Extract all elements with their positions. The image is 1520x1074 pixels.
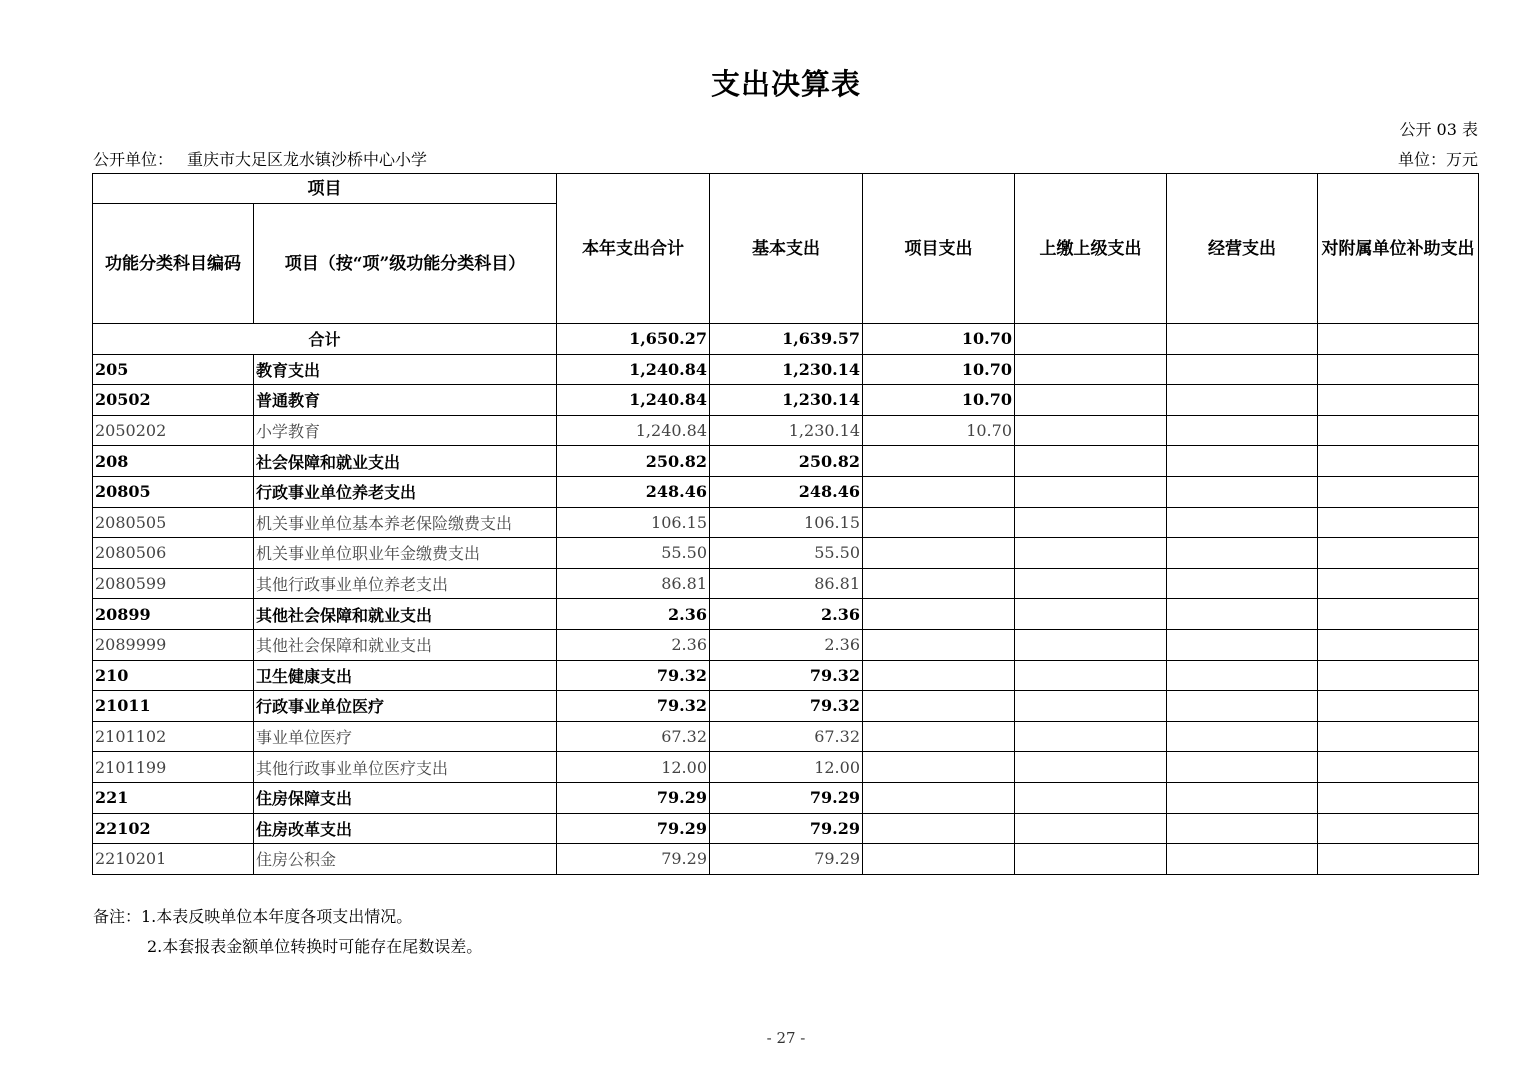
unit-name: 重庆市大足区龙水镇沙桥中心小学 (187, 150, 428, 169)
total-basic: 1,639.57 (710, 324, 863, 355)
total-subsidy (1318, 324, 1479, 355)
row-business (1167, 568, 1318, 599)
row-subsidy (1318, 691, 1479, 722)
table-row (93, 782, 1479, 813)
row-total: 12.00 (557, 752, 710, 783)
row-project-expenditure: 10.70 (863, 385, 1015, 416)
row-code: 2080599 (93, 568, 254, 599)
table-row (93, 844, 1479, 875)
row-subsidy (1318, 354, 1479, 385)
row-name: 卫生健康支出 (254, 660, 557, 691)
total-total: 1,650.27 (557, 324, 710, 355)
row-total: 79.29 (557, 813, 710, 844)
row-basic: 106.15 (710, 507, 863, 538)
row-business (1167, 385, 1318, 416)
row-project-expenditure (863, 660, 1015, 691)
header-business: 经营支出 (1167, 174, 1318, 324)
row-total: 79.32 (557, 691, 710, 722)
row-code: 2080506 (93, 538, 254, 569)
table-row (93, 568, 1479, 599)
row-upper (1015, 813, 1167, 844)
row-subsidy (1318, 721, 1479, 752)
row-subsidy (1318, 476, 1479, 507)
currency-unit: 单位：万元 (1397, 150, 1478, 169)
row-project-expenditure: 10.70 (863, 354, 1015, 385)
row-project-expenditure (863, 476, 1015, 507)
table-row (93, 721, 1479, 752)
row-code: 20899 (93, 599, 254, 630)
row-code: 221 (93, 782, 254, 813)
table-row (93, 385, 1479, 416)
row-basic: 2.36 (710, 599, 863, 630)
row-project-expenditure (863, 721, 1015, 752)
row-code: 2101102 (93, 721, 254, 752)
page-title: 支出决算表 (710, 67, 861, 101)
table-row (93, 354, 1479, 385)
row-name: 住房公积金 (254, 844, 557, 875)
row-upper (1015, 752, 1167, 783)
row-name: 事业单位医疗 (254, 721, 557, 752)
row-total: 1,240.84 (557, 415, 710, 446)
row-total: 248.46 (557, 476, 710, 507)
row-subsidy (1318, 415, 1479, 446)
row-total: 1,240.84 (557, 354, 710, 385)
row-business (1167, 446, 1318, 477)
total-label: 合计 (93, 324, 557, 355)
row-upper (1015, 507, 1167, 538)
row-basic: 79.32 (710, 691, 863, 722)
row-business (1167, 354, 1318, 385)
row-project-expenditure: 10.70 (863, 415, 1015, 446)
row-name: 普通教育 (254, 385, 557, 416)
row-upper (1015, 538, 1167, 569)
row-basic: 79.32 (710, 660, 863, 691)
row-upper (1015, 476, 1167, 507)
row-total: 55.50 (557, 538, 710, 569)
row-basic: 79.29 (710, 813, 863, 844)
table-row (93, 476, 1479, 507)
row-project-expenditure (863, 691, 1015, 722)
table-row (93, 691, 1479, 722)
row-upper (1015, 599, 1167, 630)
row-upper (1015, 354, 1167, 385)
header-project: 项目 (93, 174, 557, 204)
row-total: 106.15 (557, 507, 710, 538)
row-subsidy (1318, 660, 1479, 691)
notes (93, 902, 482, 962)
row-upper (1015, 721, 1167, 752)
row-code: 21011 (93, 691, 254, 722)
row-upper (1015, 446, 1167, 477)
row-upper (1015, 844, 1167, 875)
row-project-expenditure (863, 782, 1015, 813)
row-name: 其他行政事业单位养老支出 (254, 568, 557, 599)
row-upper (1015, 385, 1167, 416)
row-basic: 2.36 (710, 629, 863, 660)
row-name: 机关事业单位职业年金缴费支出 (254, 538, 557, 569)
row-code: 208 (93, 446, 254, 477)
row-business (1167, 507, 1318, 538)
row-name: 行政事业单位养老支出 (254, 476, 557, 507)
row-subsidy (1318, 568, 1479, 599)
row-basic: 248.46 (710, 476, 863, 507)
row-basic: 12.00 (710, 752, 863, 783)
row-code: 210 (93, 660, 254, 691)
expenditure-table (92, 173, 1479, 875)
row-subsidy (1318, 813, 1479, 844)
row-code: 2050202 (93, 415, 254, 446)
row-code: 205 (93, 354, 254, 385)
row-name: 行政事业单位医疗 (254, 691, 557, 722)
table-row (93, 660, 1479, 691)
row-business (1167, 752, 1318, 783)
note-2: 2.本套报表金额单位转换时可能存在尾数误差。 (147, 937, 483, 956)
row-name: 其他社会保障和就业支出 (254, 629, 557, 660)
row-basic: 250.82 (710, 446, 863, 477)
table-row (93, 415, 1479, 446)
row-total: 2.36 (557, 629, 710, 660)
row-total: 79.32 (557, 660, 710, 691)
table-row (93, 538, 1479, 569)
row-business (1167, 599, 1318, 630)
row-business (1167, 660, 1318, 691)
row-total: 67.32 (557, 721, 710, 752)
row-project-expenditure (863, 507, 1015, 538)
row-code: 2080505 (93, 507, 254, 538)
row-basic: 1,230.14 (710, 415, 863, 446)
row-subsidy (1318, 446, 1479, 477)
reporting-unit (93, 147, 427, 170)
row-project-expenditure (863, 813, 1015, 844)
row-project-expenditure (863, 629, 1015, 660)
header-code: 功能分类科目编码 (93, 204, 254, 324)
row-basic: 67.32 (710, 721, 863, 752)
table-row (93, 446, 1479, 477)
row-name: 住房保障支出 (254, 782, 557, 813)
row-business (1167, 629, 1318, 660)
row-basic: 86.81 (710, 568, 863, 599)
row-project-expenditure (863, 844, 1015, 875)
row-basic: 79.29 (710, 782, 863, 813)
row-total: 250.82 (557, 446, 710, 477)
row-business (1167, 721, 1318, 752)
row-code: 2210201 (93, 844, 254, 875)
row-name: 机关事业单位基本养老保险缴费支出 (254, 507, 557, 538)
row-code: 22102 (93, 813, 254, 844)
form-number: 公开 03 表 (1399, 120, 1478, 139)
row-subsidy (1318, 385, 1479, 416)
header-total: 本年支出合计 (557, 174, 710, 324)
row-business (1167, 538, 1318, 569)
row-subsidy (1318, 752, 1479, 783)
row-business (1167, 844, 1318, 875)
row-subsidy (1318, 844, 1479, 875)
page-number: - 27 - (766, 1029, 806, 1047)
row-upper (1015, 415, 1167, 446)
row-total: 1,240.84 (557, 385, 710, 416)
row-business (1167, 691, 1318, 722)
row-total: 79.29 (557, 844, 710, 875)
table-row (93, 599, 1479, 630)
row-total: 79.29 (557, 782, 710, 813)
row-subsidy (1318, 599, 1479, 630)
row-total: 86.81 (557, 568, 710, 599)
row-project-expenditure (863, 538, 1015, 569)
row-upper (1015, 568, 1167, 599)
header-basic: 基本支出 (710, 174, 863, 324)
total-upper (1015, 324, 1167, 355)
total-business (1167, 324, 1318, 355)
row-business (1167, 782, 1318, 813)
total-project-expenditure: 10.70 (863, 324, 1015, 355)
unit-label: 公开单位： (93, 150, 174, 169)
row-name: 社会保障和就业支出 (254, 446, 557, 477)
row-basic: 1,230.14 (710, 385, 863, 416)
table-row (93, 813, 1479, 844)
row-code: 20805 (93, 476, 254, 507)
table-row (93, 752, 1479, 783)
row-upper (1015, 629, 1167, 660)
row-business (1167, 415, 1318, 446)
row-subsidy (1318, 782, 1479, 813)
row-upper (1015, 782, 1167, 813)
row-total: 2.36 (557, 599, 710, 630)
row-upper (1015, 660, 1167, 691)
row-subsidy (1318, 629, 1479, 660)
header-project-expenditure: 项目支出 (863, 174, 1015, 324)
note-1: 备注：1.本表反映单位本年度各项支出情况。 (93, 907, 413, 926)
row-project-expenditure (863, 446, 1015, 477)
table-row (93, 507, 1479, 538)
row-name: 住房改革支出 (254, 813, 557, 844)
row-project-expenditure (863, 752, 1015, 783)
row-business (1167, 476, 1318, 507)
row-code: 2089999 (93, 629, 254, 660)
row-name: 其他行政事业单位医疗支出 (254, 752, 557, 783)
row-name: 小学教育 (254, 415, 557, 446)
header-upper: 上缴上级支出 (1015, 174, 1167, 324)
row-name: 其他社会保障和就业支出 (254, 599, 557, 630)
row-project-expenditure (863, 568, 1015, 599)
row-basic: 79.29 (710, 844, 863, 875)
row-basic: 1,230.14 (710, 354, 863, 385)
row-subsidy (1318, 538, 1479, 569)
row-basic: 55.50 (710, 538, 863, 569)
row-code: 2101199 (93, 752, 254, 783)
row-business (1167, 813, 1318, 844)
total-row (93, 324, 1479, 355)
row-upper (1015, 691, 1167, 722)
header-name: 项目（按“项”级功能分类科目） (254, 204, 557, 324)
header-subsidy: 对附属单位补助支出 (1318, 174, 1479, 324)
row-code: 20502 (93, 385, 254, 416)
row-subsidy (1318, 507, 1479, 538)
table-row (93, 629, 1479, 660)
row-project-expenditure (863, 599, 1015, 630)
row-name: 教育支出 (254, 354, 557, 385)
